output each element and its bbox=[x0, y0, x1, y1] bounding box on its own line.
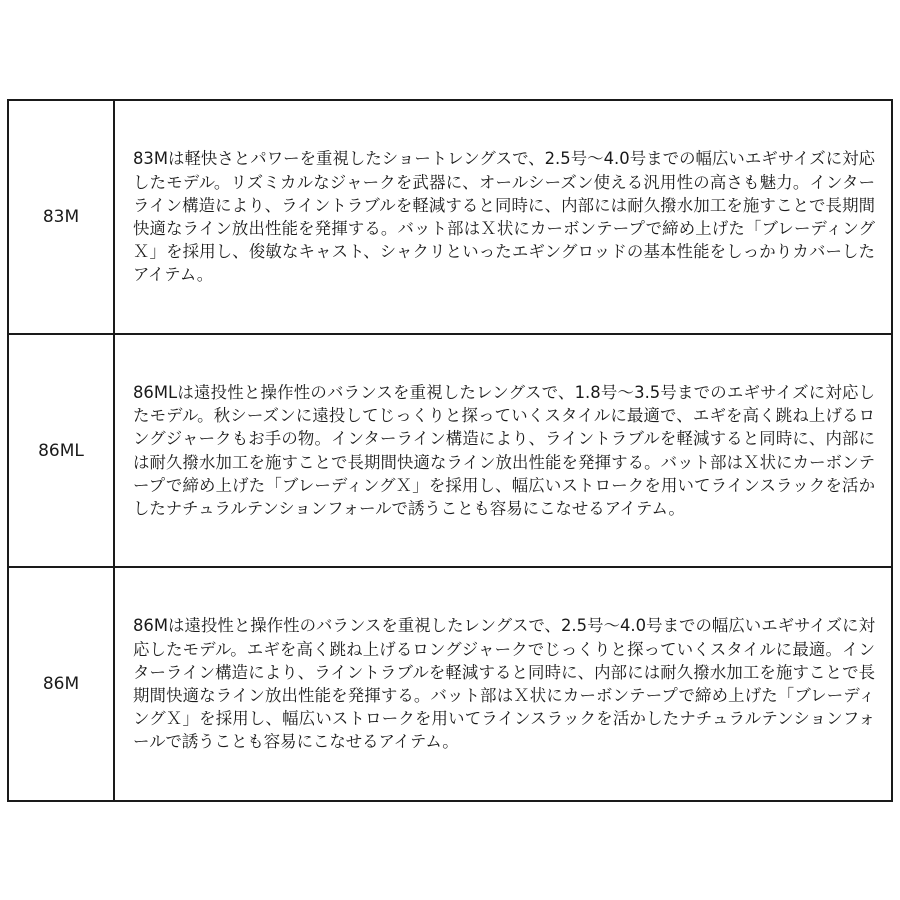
model-spec-table bbox=[7, 99, 893, 802]
model-description-cell: 86Mは遠投性と操作性のバランスを重視したレングスで、2.5号〜4.0号までの幅広いエギサイズに対応したモデル。エギを高く跳ね上げるロングジャークでじっくりと探っていくスタイルに最適。インターライン構造により、ライントラブルを軽減すると同時に、内部には耐久撥水加工を施すことで長期間快適なライン放出性能を発揮する。バット部はＸ状にカーボンテープで締め上げた「ブレーディングＸ」を採用し、幅広いストロークを用いてラインスラックを活かしたナチュラルテンションフォールで誘うことも容易にこなせるアイテム。 bbox=[114, 567, 892, 801]
model-name-cell: 83M bbox=[8, 100, 114, 334]
table-row bbox=[8, 567, 892, 801]
table-row bbox=[8, 100, 892, 334]
model-name-cell: 86ML bbox=[8, 334, 114, 567]
model-description-cell: 83Mは軽快さとパワーを重視したショートレングスで、2.5号〜4.0号までの幅広いエギサイズに対応したモデル。リズミカルなジャークを武器に、オールシーズン使える汎用性の高さも魅力。インターライン構造により、ライントラブルを軽減すると同時に、内部には耐久撥水加工を施すことで長期間快適なライン放出性能を発揮する。バット部はＸ状にカーボンテープで締め上げた「ブレーディングＸ」を採用し、俊敏なキャスト、シャクリといったエギングロッドの基本性能をしっかりカバーしたアイテム。 bbox=[114, 100, 892, 334]
table-row bbox=[8, 334, 892, 567]
model-description-cell: 86MLは遠投性と操作性のバランスを重視したレングスで、1.8号〜3.5号までのエギサイズに対応したモデル。秋シーズンに遠投してじっくりと探っていくスタイルに最適で、エギを高く跳ね上げるロングジャークもお手の物。インターライン構造により、ライントラブルを軽減すると同時に、内部には耐久撥水加工を施すことで長期間快適なライン放出性能を発揮する。バット部はＸ状にカーボンテープで締め上げた「ブレーディングＸ」を採用し、幅広いストロークを用いてラインスラックを活かしたナチュラルテンションフォールで誘うことも容易にこなせるアイテム。 bbox=[114, 334, 892, 567]
model-name-cell: 86M bbox=[8, 567, 114, 801]
